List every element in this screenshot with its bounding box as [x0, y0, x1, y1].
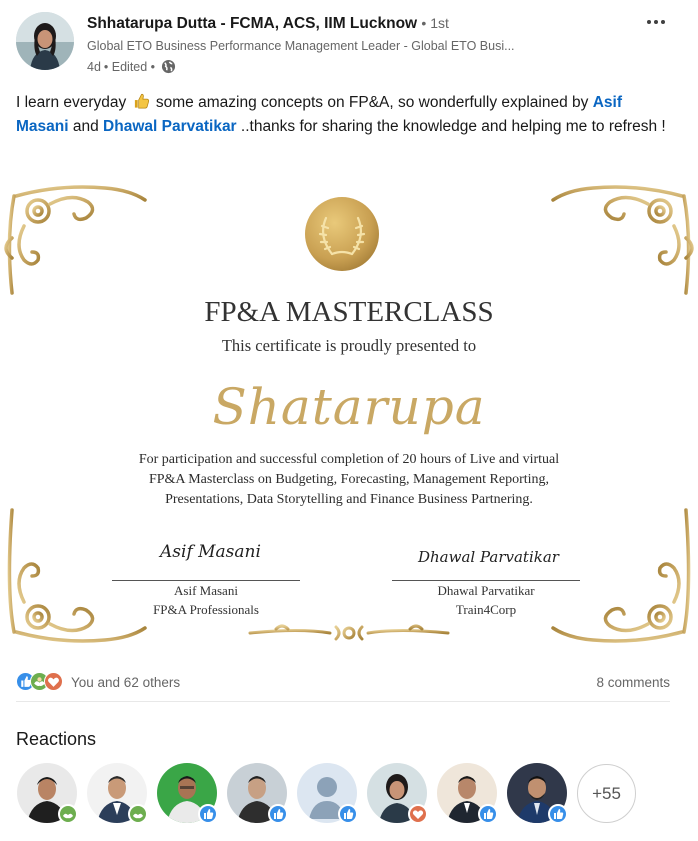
reactor-avatar[interactable] — [367, 763, 427, 823]
certificate-title: FP&A MASTERCLASS — [204, 296, 494, 328]
support-icon — [128, 804, 148, 824]
reactor-list — [17, 763, 657, 825]
dot-icon — [654, 20, 658, 24]
reactor-avatar[interactable] — [437, 763, 497, 823]
post-time: 4d — [87, 59, 101, 74]
certificate-body — [0, 450, 698, 510]
reactor-avatar[interactable] — [157, 763, 217, 823]
post-header — [0, 0, 698, 84]
love-icon — [408, 804, 428, 824]
signer-right-org: Train4Corp — [455, 602, 517, 617]
mention-dhawal-parvatikar[interactable]: Dhawal Parvatikar — [103, 118, 237, 135]
certificate-body-line: For participation and successful completion of 20 hours of Live and virtual — [138, 452, 560, 467]
gold-seal-icon — [305, 197, 379, 271]
more-reactors-button[interactable]: +55 — [577, 764, 636, 823]
post-text-part: I learn everyday — [16, 94, 127, 111]
author-name[interactable]: Shhatarupa Dutta - FCMA, ACS, IIM Lucknow — [87, 15, 418, 32]
post-text-part: and — [68, 118, 104, 135]
certificate-image[interactable] — [0, 178, 698, 650]
thumbs-up-emoji-icon — [133, 92, 150, 110]
signer-left-name: Asif Masani — [174, 583, 238, 598]
globe-icon — [161, 59, 176, 74]
divider — [16, 701, 670, 702]
ornament-top-left — [6, 187, 145, 293]
dot-icon — [661, 20, 665, 24]
post-text-part: some amazing concepts on FP&A, so wonderfully explained by — [151, 94, 593, 111]
signature-right: Dhawal Parvatikar — [418, 548, 559, 566]
comments-count[interactable]: 8 comments — [596, 675, 670, 690]
reactions-heading: Reactions — [16, 729, 97, 749]
love-icon — [44, 672, 63, 691]
post-meta — [87, 59, 176, 74]
author-avatar[interactable] — [16, 12, 74, 70]
ornament-bottom-right — [553, 510, 689, 641]
like-icon — [478, 804, 498, 824]
ornament-bottom-center — [250, 626, 448, 639]
certificate-body-line: Presentations, Data Storytelling and Finance Business Partnering. — [165, 492, 533, 507]
reactor-avatar[interactable] — [87, 763, 147, 823]
edited-label: • Edited • — [103, 59, 156, 74]
ornament-bottom-left — [9, 510, 145, 641]
reactor-avatar[interactable] — [227, 763, 287, 823]
dot-icon — [647, 20, 651, 24]
author-name-row — [87, 15, 449, 33]
signer-right-name: Dhawal Parvatikar — [437, 583, 535, 598]
reactor-avatar[interactable] — [297, 763, 357, 823]
author-headline: Global ETO Business Performance Management Leader - Global ETO Busi... — [87, 39, 515, 53]
like-icon — [268, 804, 288, 824]
more-options-button[interactable] — [640, 10, 672, 34]
certificate-body-line: FP&A Masterclass on Budgeting, Forecasting, Management Reporting, — [148, 472, 550, 487]
signature-line-right — [392, 580, 580, 581]
connection-degree: • 1st — [421, 15, 449, 31]
support-icon — [58, 804, 78, 824]
like-icon — [338, 804, 358, 824]
like-icon — [198, 804, 218, 824]
signer-left-org: FP&A Professionals — [153, 602, 259, 617]
reaction-icons[interactable] — [16, 672, 68, 692]
reactor-avatar[interactable] — [507, 763, 567, 823]
social-counts-bar — [16, 672, 670, 694]
signature-line-left — [112, 580, 300, 581]
reactions-count[interactable]: You and 62 others — [71, 675, 181, 690]
like-icon — [548, 804, 568, 824]
ornament-top-right — [553, 187, 692, 293]
signature-left: Asif Masani — [160, 542, 261, 562]
mention-asif-masani[interactable]: Asif Masani — [16, 94, 623, 135]
post-text — [16, 91, 676, 139]
reactor-avatar[interactable] — [17, 763, 77, 823]
certificate-recipient: Shatarupa — [212, 378, 486, 436]
certificate-subtitle: This certificate is proudly presented to — [221, 336, 477, 355]
post-text-part: ..thanks for sharing the knowledge and helping me to refresh ! — [236, 118, 666, 135]
